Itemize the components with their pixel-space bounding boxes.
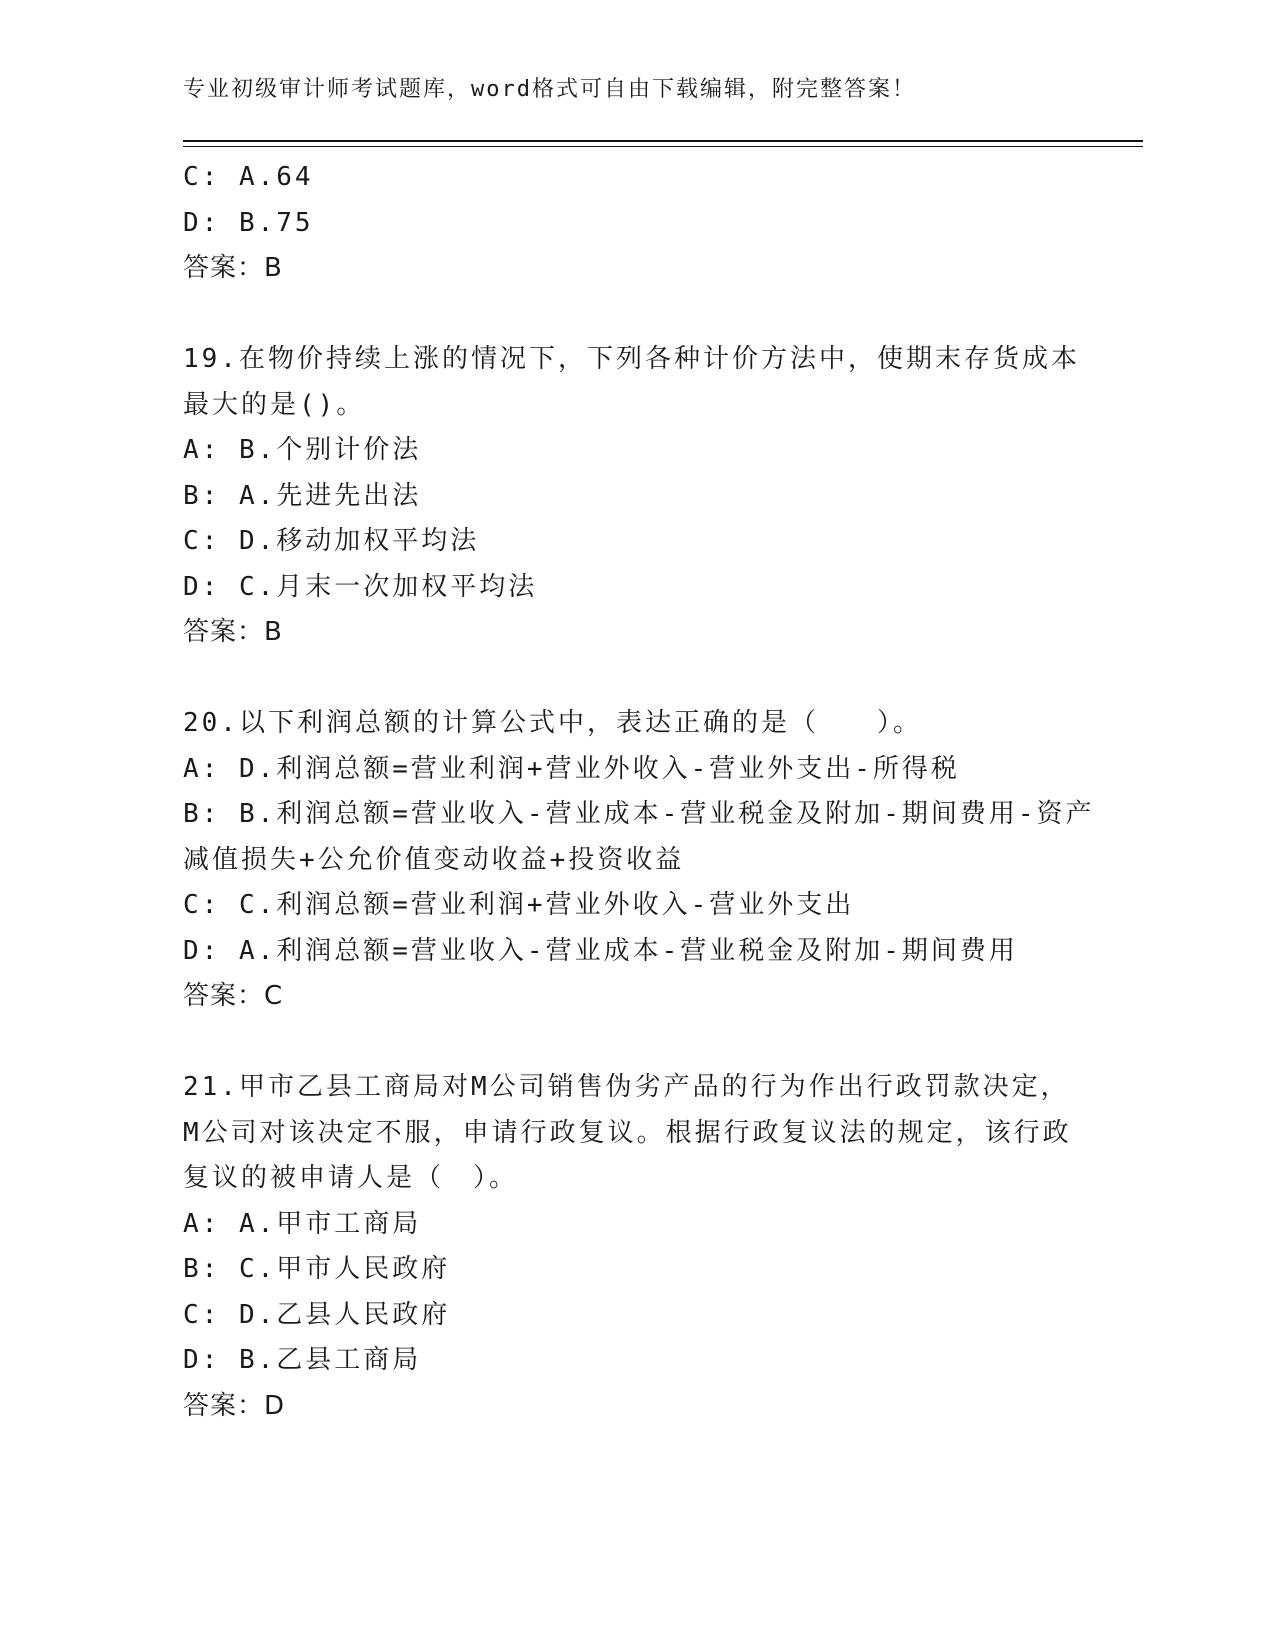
previous-question-fragment bbox=[183, 155, 1083, 292]
question-21 bbox=[183, 1065, 1083, 1429]
option-line: C: C.利润总额=营业利润+营业外收入-营业外支出 bbox=[183, 890, 855, 920]
question-stem: 20.以下利润总额的计算公式中，表达正确的是（ ）。 bbox=[183, 708, 922, 738]
option-line: B: A.先进先出法 bbox=[183, 480, 422, 511]
question-content bbox=[183, 155, 1095, 1429]
header-rule-thick bbox=[183, 140, 1143, 142]
answer-line: 答案：D bbox=[183, 1390, 286, 1421]
answer-line: 答案：C bbox=[183, 981, 284, 1011]
spacer bbox=[183, 292, 1083, 338]
option-line-continuation: 减值损失+公允价值变动收益+投资收益 bbox=[183, 844, 685, 875]
question-20 bbox=[183, 701, 1095, 1020]
spacer bbox=[183, 656, 1083, 702]
option-line: D: B.75 bbox=[183, 207, 314, 238]
option-line: A: A.甲市工商局 bbox=[183, 1208, 422, 1239]
question-stem: 复议的被申请人是（ ）。 bbox=[183, 1163, 519, 1193]
option-line: A: B.个别计价法 bbox=[183, 435, 422, 465]
option-line: C: D.乙县人民政府 bbox=[183, 1299, 451, 1330]
question-stem: 21.甲市乙县工商局对M公司销售伪劣产品的行为作出行政罚款决定， bbox=[183, 1072, 1070, 1102]
page-header: 专业初级审计师考试题库，word格式可自由下载编辑，附完整答案！ bbox=[183, 77, 916, 102]
spacer bbox=[183, 1020, 1083, 1066]
answer-line: 答案：B bbox=[183, 617, 283, 647]
question-stem: 最大的是()。 bbox=[183, 389, 366, 420]
answer-line: 答案：B bbox=[183, 253, 283, 283]
option-line: D: C.月末一次加权平均法 bbox=[183, 571, 538, 602]
option-line: D: A.利润总额=营业收入-营业成本-营业税金及附加-期间费用 bbox=[183, 935, 1018, 966]
header-rule-thin bbox=[183, 146, 1143, 147]
option-line: D: B.乙县工商局 bbox=[183, 1345, 422, 1375]
question-19 bbox=[183, 337, 1083, 656]
option-line: A: D.利润总额=营业利润+营业外收入-营业外支出-所得税 bbox=[183, 753, 960, 784]
option-line: C: A.64 bbox=[183, 162, 314, 192]
option-line: B: B.利润总额=营业收入-营业成本-营业税金及附加-期间费用-资产 bbox=[183, 799, 1095, 829]
option-line: C: D.移动加权平均法 bbox=[183, 526, 480, 556]
question-stem: M公司对该决定不服，申请行政复议。根据行政复议法的规定，该行政 bbox=[183, 1117, 1072, 1148]
option-line: B: C.甲市人民政府 bbox=[183, 1254, 451, 1284]
question-stem: 19.在物价持续上涨的情况下，下列各种计价方法中，使期末存货成本 bbox=[183, 344, 1080, 374]
